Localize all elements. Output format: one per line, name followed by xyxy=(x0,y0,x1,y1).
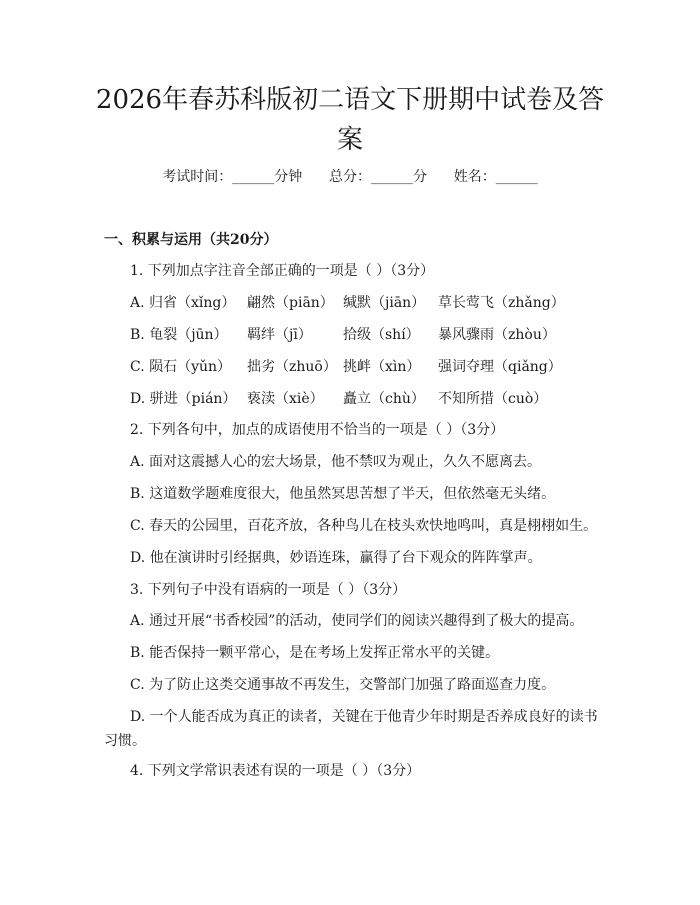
total-score-label: 总分：______分 xyxy=(329,169,427,185)
exam-meta xyxy=(0,166,700,188)
question-3-option-b: B. 能否保持一颗平常心，是在考场上发挥正常水平的关键。 xyxy=(130,645,500,661)
option-cell: 拙劣（zhuō） xyxy=(247,359,337,375)
option-cell: 矗立（chù） xyxy=(343,391,425,407)
question-2-stem: 2. 下列各句中，加点的成语使用不恰当的一项是（ ）（3分） xyxy=(130,422,505,438)
option-cell: C. 陨石（yǔn） xyxy=(130,359,232,375)
option-cell: 翩然（piān） xyxy=(247,295,334,311)
question-3-stem: 3. 下列句子中没有语病的一项是（ ）（3分） xyxy=(130,582,407,598)
option-cell: 羁绊（jī） xyxy=(247,327,312,343)
question-1-stem: 1. 下列加点字注音全部正确的一项是（ ）（3分） xyxy=(130,263,435,279)
option-cell: 暴风骤雨（zhòu） xyxy=(438,327,556,343)
question-3-option-a: A. 通过开展“书香校园”的活动，使同学们的阅读兴趣得到了极大的提高。 xyxy=(130,613,584,629)
question-4-stem: 4. 下列文学常识表述有误的一项是（ ）（3分） xyxy=(130,763,421,779)
student-name-label: 姓名：______ xyxy=(453,169,538,185)
option-cell: 亵渎（xiè） xyxy=(247,391,324,407)
option-cell: 不知所措（cuò） xyxy=(438,391,548,407)
option-cell: D. 骈进（pián） xyxy=(130,391,237,407)
option-cell: 挑衅（xìn） xyxy=(343,359,421,375)
option-cell: A. 归省（xǐng） xyxy=(130,295,236,311)
option-cell: 草长莺飞（zhǎng） xyxy=(438,295,565,311)
option-cell: 强词夺理（qiǎng） xyxy=(438,359,562,375)
question-2-option-c: C. 春天的公园里，百花齐放，各种鸟儿在枝头欢快地鸣叫，真是栩栩如生。 xyxy=(130,518,598,534)
page-title: 2026年春苏科版初二语文下册期中试卷及答案 xyxy=(95,85,605,155)
option-cell: 缄默（jiān） xyxy=(343,295,426,311)
option-cell: B. 龟裂（jūn） xyxy=(130,327,228,343)
option-cell: 拾级（shí） xyxy=(343,327,420,343)
question-3-option-c: C. 为了防止这类交通事故不再发生，交警部门加强了路面巡查力度。 xyxy=(130,677,556,693)
question-2-option-d: D. 他在演讲时引经据典，妙语连珠，赢得了台下观众的阵阵掌声。 xyxy=(130,550,542,566)
question-2-option-b: B. 这道数学题难度很大，他虽然冥思苦想了半天，但依然毫无头绪。 xyxy=(130,486,556,502)
exam-time-label: 考试时间：______分钟 xyxy=(162,169,303,185)
section-heading: 一、积累与运用（共20分） xyxy=(104,232,278,248)
question-2-option-a: A. 面对这震撼人心的宏大场景，他不禁叹为观止，久久不愿离去。 xyxy=(130,454,542,470)
question-3-option-d: D. 一个人能否成为真正的读者，关键在于他青少年时期是否养成良好的读书习惯。 xyxy=(104,709,598,749)
